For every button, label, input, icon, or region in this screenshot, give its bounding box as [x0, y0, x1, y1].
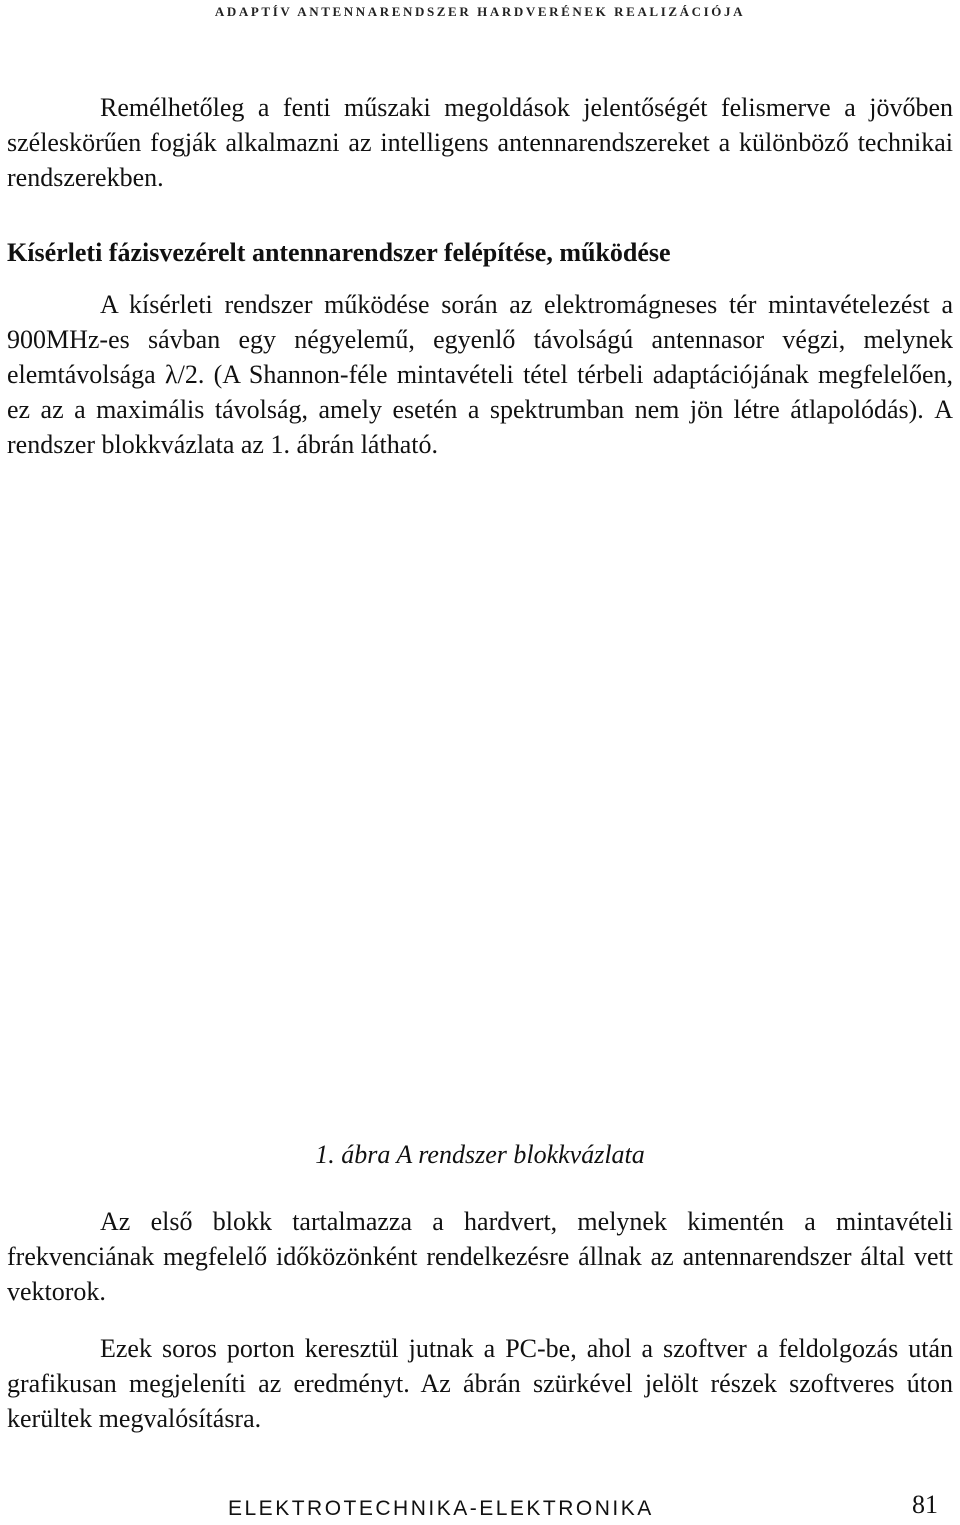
figure-caption: 1. ábra A rendszer blokkvázlata — [315, 1140, 645, 1169]
section-heading: Kísérleti fázisvezérelt antennarendszer felépítése, működése — [7, 238, 671, 267]
paragraph-system-description: A kísérleti rendszer működése során az elektromágneses tér mintavételezést a 900MHz-es sávban egy négyelemű, egyenlő távolságú antennasor végzi, melynek elemtávolsága λ/2. (A Shannon-féle mintavételi tétel térbeli adaptációjának megfelelően, ez az a maximális távolság, amely esetén a spektrumban nem jön létre átlapolódás). A rendszer blokkvázlata az 1. ábrán látható. — [7, 290, 953, 459]
footer-journal-name: ELEKTROTECHNIKA-ELEKTRONIKA — [228, 1497, 654, 1520]
paragraph-intro: Remélhetőleg a fenti műszaki megoldások jelentőségét felismerve a jövőben széleskörűen fogják alkalmazni az intelligens antennarendszereket a különböző technikai rendszerekben. — [7, 93, 953, 192]
figure-block-diagram — [7, 540, 953, 1130]
paragraph-serial-port: Ezek soros porton keresztül jutnak a PC-be, ahol a szoftver a feldolgozás után grafikusan megjeleníti az eredményt. Az ábrán szürkével jelölt részek szoftveres úton kerültek megvalósításra. — [7, 1334, 953, 1433]
running-header: ADAPTÍV ANTENNARENDSZER HARDVERÉNEK REALIZÁCIÓJA — [214, 4, 746, 19]
paragraph-first-block: Az első blokk tartalmazza a hardvert, melynek kimentén a mintavételi frekvenciának megfelelő időközönként rendelkezésre állnak az antennarendszer által vett vektorok. — [7, 1207, 953, 1306]
page-number: 81 — [912, 1490, 938, 1519]
